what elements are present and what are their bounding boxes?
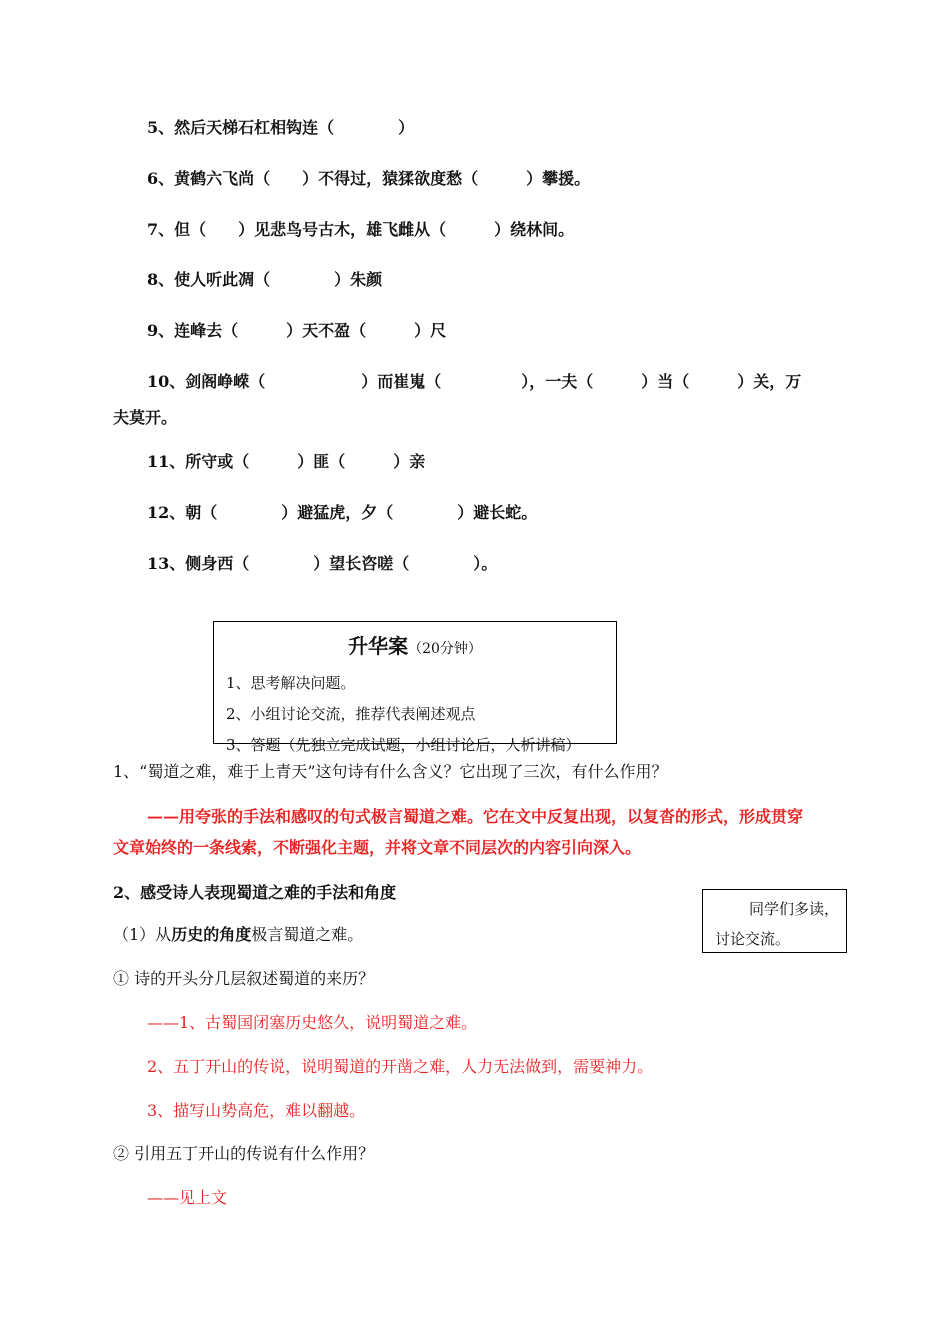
sublimation-item-1: 1、思考解决问题。 bbox=[226, 674, 356, 692]
answer-1-line-2: 文章始终的一条线索，不断强化主题，并将文章不同层次的内容引向深入。 bbox=[113, 838, 642, 857]
sublimation-time: （20分钟） bbox=[408, 641, 482, 657]
fill-blank-12: 12、朝（ ）避猛虎，夕（ ）避长蛇。 bbox=[147, 503, 538, 522]
question-1: 1、“蜀道之难，难于上青天”这句诗有什么含义？它出现了三次，有什么作用？ bbox=[113, 762, 668, 781]
fill-blank-7: 7、但（ ）见悲鸟号古木，雄飞雌从（ ）绕林间。 bbox=[147, 220, 575, 239]
fill-blank-8: 8、使人听此凋（ ）朱颜 bbox=[147, 270, 383, 289]
sublimation-box bbox=[213, 621, 617, 754]
side-note-line-1: 同学们多读， bbox=[749, 900, 840, 918]
question-2-item-1: ① 诗的开头分几层叙述蜀道的来历？ bbox=[113, 969, 375, 988]
side-note-box bbox=[702, 889, 847, 953]
question-2: 2、感受诗人表现蜀道之难的手法和角度 bbox=[113, 883, 397, 902]
fill-blank-10-continued: 夫莫开。 bbox=[113, 408, 178, 427]
sublimation-title bbox=[214, 630, 616, 659]
fill-blank-9: 9、连峰去（ ）天不盈（ ）尺 bbox=[147, 321, 447, 340]
answer-2-item-2: ——见上文 bbox=[147, 1188, 228, 1207]
fill-blank-5: 5、然后天梯石杠相钩连（ ） bbox=[147, 118, 415, 137]
answer-2-point-2: 2、五丁开山的传说，说明蜀道的开凿之难，人力无法做到，需要神力。 bbox=[147, 1057, 654, 1076]
side-note-line-2: 讨论交流。 bbox=[715, 930, 791, 948]
fill-blank-6: 6、黄鹤六飞尚（ ）不得过，猿猱欲度愁（ ）攀援。 bbox=[147, 169, 591, 188]
question-2-sub-1-emphasis: 历史的角度 bbox=[171, 925, 252, 944]
sublimation-title-text: 升华案 bbox=[348, 634, 409, 658]
question-2-sub-1-suffix: 极言蜀道之难。 bbox=[251, 925, 364, 944]
question-2-sub-1-prefix: （1）从 bbox=[113, 925, 172, 944]
question-2-item-2: ② 引用五丁开山的传说有什么作用？ bbox=[113, 1144, 375, 1163]
fill-blank-11: 11、所守或（ ）匪（ ）亲 bbox=[147, 452, 426, 471]
sublimation-item-3: 3、答题（先独立完成试题，小组讨论后，人析讲稿） bbox=[226, 736, 581, 754]
answer-2-point-3: 3、描写山势高危，难以翻越。 bbox=[147, 1101, 366, 1120]
answer-2-point-1: ——1、古蜀国闭塞历史悠久，说明蜀道之难。 bbox=[147, 1013, 478, 1032]
answer-1-line-1: ——用夸张的手法和感叹的句式极言蜀道之难。它在文中反复出现，以复沓的形式，形成贯穿 bbox=[147, 807, 804, 826]
sublimation-item-2: 2、小组讨论交流，推荐代表阐述观点 bbox=[226, 705, 476, 723]
fill-blank-13: 13、侧身西（ ）望长咨嗟（ ）。 bbox=[147, 554, 498, 573]
fill-blank-10: 10、剑阁峥嵘（ ）而崔嵬（ ），一夫（ ）当（ ）关，万 bbox=[147, 372, 802, 391]
question-2-sub-1 bbox=[113, 922, 363, 945]
